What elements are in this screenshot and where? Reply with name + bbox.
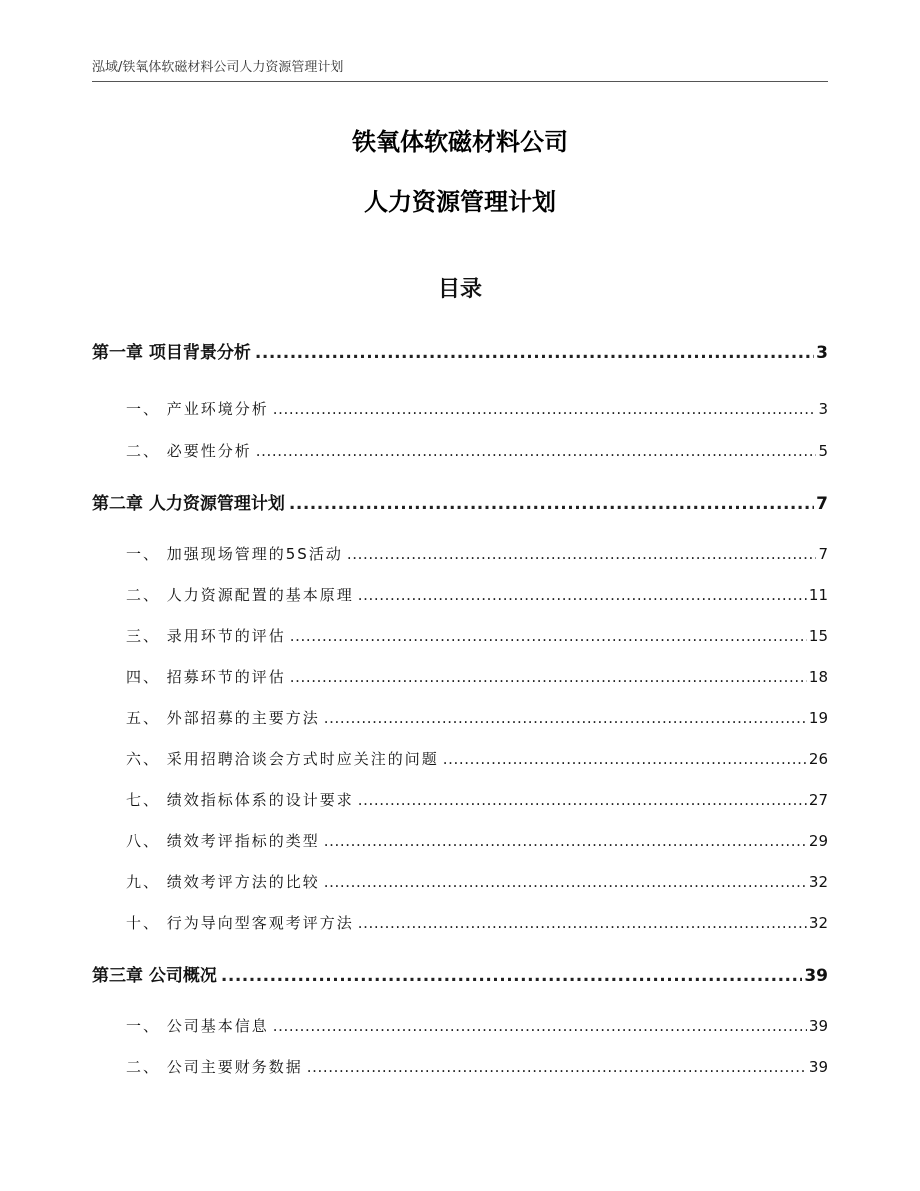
toc-entry-label: 第一章 项目背景分析 — [92, 343, 251, 363]
toc-section-entry[interactable] — [126, 584, 828, 605]
toc-entry-label: 八、 绩效考评指标的类型 — [126, 832, 320, 850]
toc-entry-label: 一、 产业环境分析 — [126, 400, 269, 418]
toc-entry-label: 第二章 人力资源管理计划 — [92, 494, 285, 514]
toc-section-entry[interactable] — [126, 625, 828, 646]
toc-chapter-entry[interactable] — [92, 961, 828, 986]
toc-section-entry[interactable] — [126, 871, 828, 892]
toc-dot-leader — [324, 873, 807, 891]
toc-dot-leader — [255, 343, 814, 363]
toc-dot-leader — [290, 668, 807, 686]
toc-dot-leader — [256, 442, 817, 460]
toc-entry-page-number: 7 — [816, 494, 828, 514]
toc-entry-label: 九、 绩效考评方法的比较 — [126, 873, 320, 891]
toc-section-entry[interactable] — [126, 440, 828, 461]
toc-entry-page-number: 3 — [818, 400, 828, 418]
toc-section-entry[interactable] — [126, 912, 828, 933]
toc-dot-leader — [221, 966, 802, 986]
toc-chapter-entry[interactable] — [92, 338, 828, 363]
toc-entry-page-number: 19 — [808, 709, 828, 727]
toc-dot-leader — [290, 627, 807, 645]
toc-entry-page-number: 27 — [808, 791, 828, 809]
toc-chapter-entry[interactable] — [92, 489, 828, 514]
toc-entry-label: 七、 绩效指标体系的设计要求 — [126, 791, 354, 809]
document-title-line2: 人力资源管理计划 — [364, 188, 556, 216]
toc-entry-page-number: 39 — [808, 1017, 828, 1035]
toc-section-entry[interactable] — [126, 830, 828, 851]
toc-entry-page-number: 26 — [808, 750, 828, 768]
toc-section-entry[interactable] — [126, 789, 828, 810]
toc-section-entry[interactable] — [126, 666, 828, 687]
toc-section-entry[interactable] — [126, 1056, 828, 1077]
toc-dot-leader — [358, 914, 807, 932]
toc-dot-leader — [289, 494, 814, 514]
toc-entry-label: 一、 公司基本信息 — [126, 1017, 269, 1035]
toc-section-entry[interactable] — [126, 707, 828, 728]
toc-section-entry[interactable] — [126, 1015, 828, 1036]
toc-entry-page-number: 3 — [816, 343, 828, 363]
toc-entry-page-number: 29 — [808, 832, 828, 850]
toc-entry-label: 三、 录用环节的评估 — [126, 627, 286, 645]
toc-section-entry[interactable] — [126, 398, 828, 419]
toc-dot-leader — [307, 1058, 807, 1076]
toc-dot-leader — [358, 791, 807, 809]
toc-dot-leader — [443, 750, 807, 768]
toc-entry-label: 一、 加强现场管理的5S活动 — [126, 545, 343, 563]
toc-entry-page-number: 11 — [808, 586, 828, 604]
toc-entry-page-number: 32 — [808, 914, 828, 932]
toc-section-entry[interactable] — [126, 543, 828, 564]
toc-heading: 目录 — [437, 277, 482, 302]
toc-entry-page-number: 32 — [808, 873, 828, 891]
toc-entry-label: 五、 外部招募的主要方法 — [126, 709, 320, 727]
running-header: 泓域/铁氧体软磁材料公司人力资源管理计划 — [92, 60, 344, 75]
toc-entry-label: 十、 行为导向型客观考评方法 — [126, 914, 354, 932]
toc-entry-page-number: 7 — [818, 545, 828, 563]
toc-entry-label: 二、 人力资源配置的基本原理 — [126, 586, 354, 604]
toc-entry-page-number: 15 — [808, 627, 828, 645]
toc-entry-label: 六、 采用招聘洽谈会方式时应关注的问题 — [126, 750, 439, 768]
toc-dot-leader — [273, 400, 817, 418]
toc-entry-page-number: 39 — [804, 966, 828, 986]
document-title-line1: 铁氧体软磁材料公司 — [352, 128, 568, 156]
toc-entry-page-number: 39 — [808, 1058, 828, 1076]
toc-dot-leader — [358, 586, 807, 604]
toc-entry-label: 二、 必要性分析 — [126, 442, 252, 460]
toc-dot-leader — [273, 1017, 807, 1035]
toc-dot-leader — [324, 709, 807, 727]
toc-dot-leader — [324, 832, 807, 850]
toc-entry-label: 四、 招募环节的评估 — [126, 668, 286, 686]
toc-dot-leader — [347, 545, 817, 563]
toc-entry-page-number: 5 — [818, 442, 828, 460]
toc-entry-page-number: 18 — [808, 668, 828, 686]
toc-entry-label: 第三章 公司概况 — [92, 966, 217, 986]
toc-section-entry[interactable] — [126, 748, 828, 769]
toc-entry-label: 二、 公司主要财务数据 — [126, 1058, 303, 1076]
